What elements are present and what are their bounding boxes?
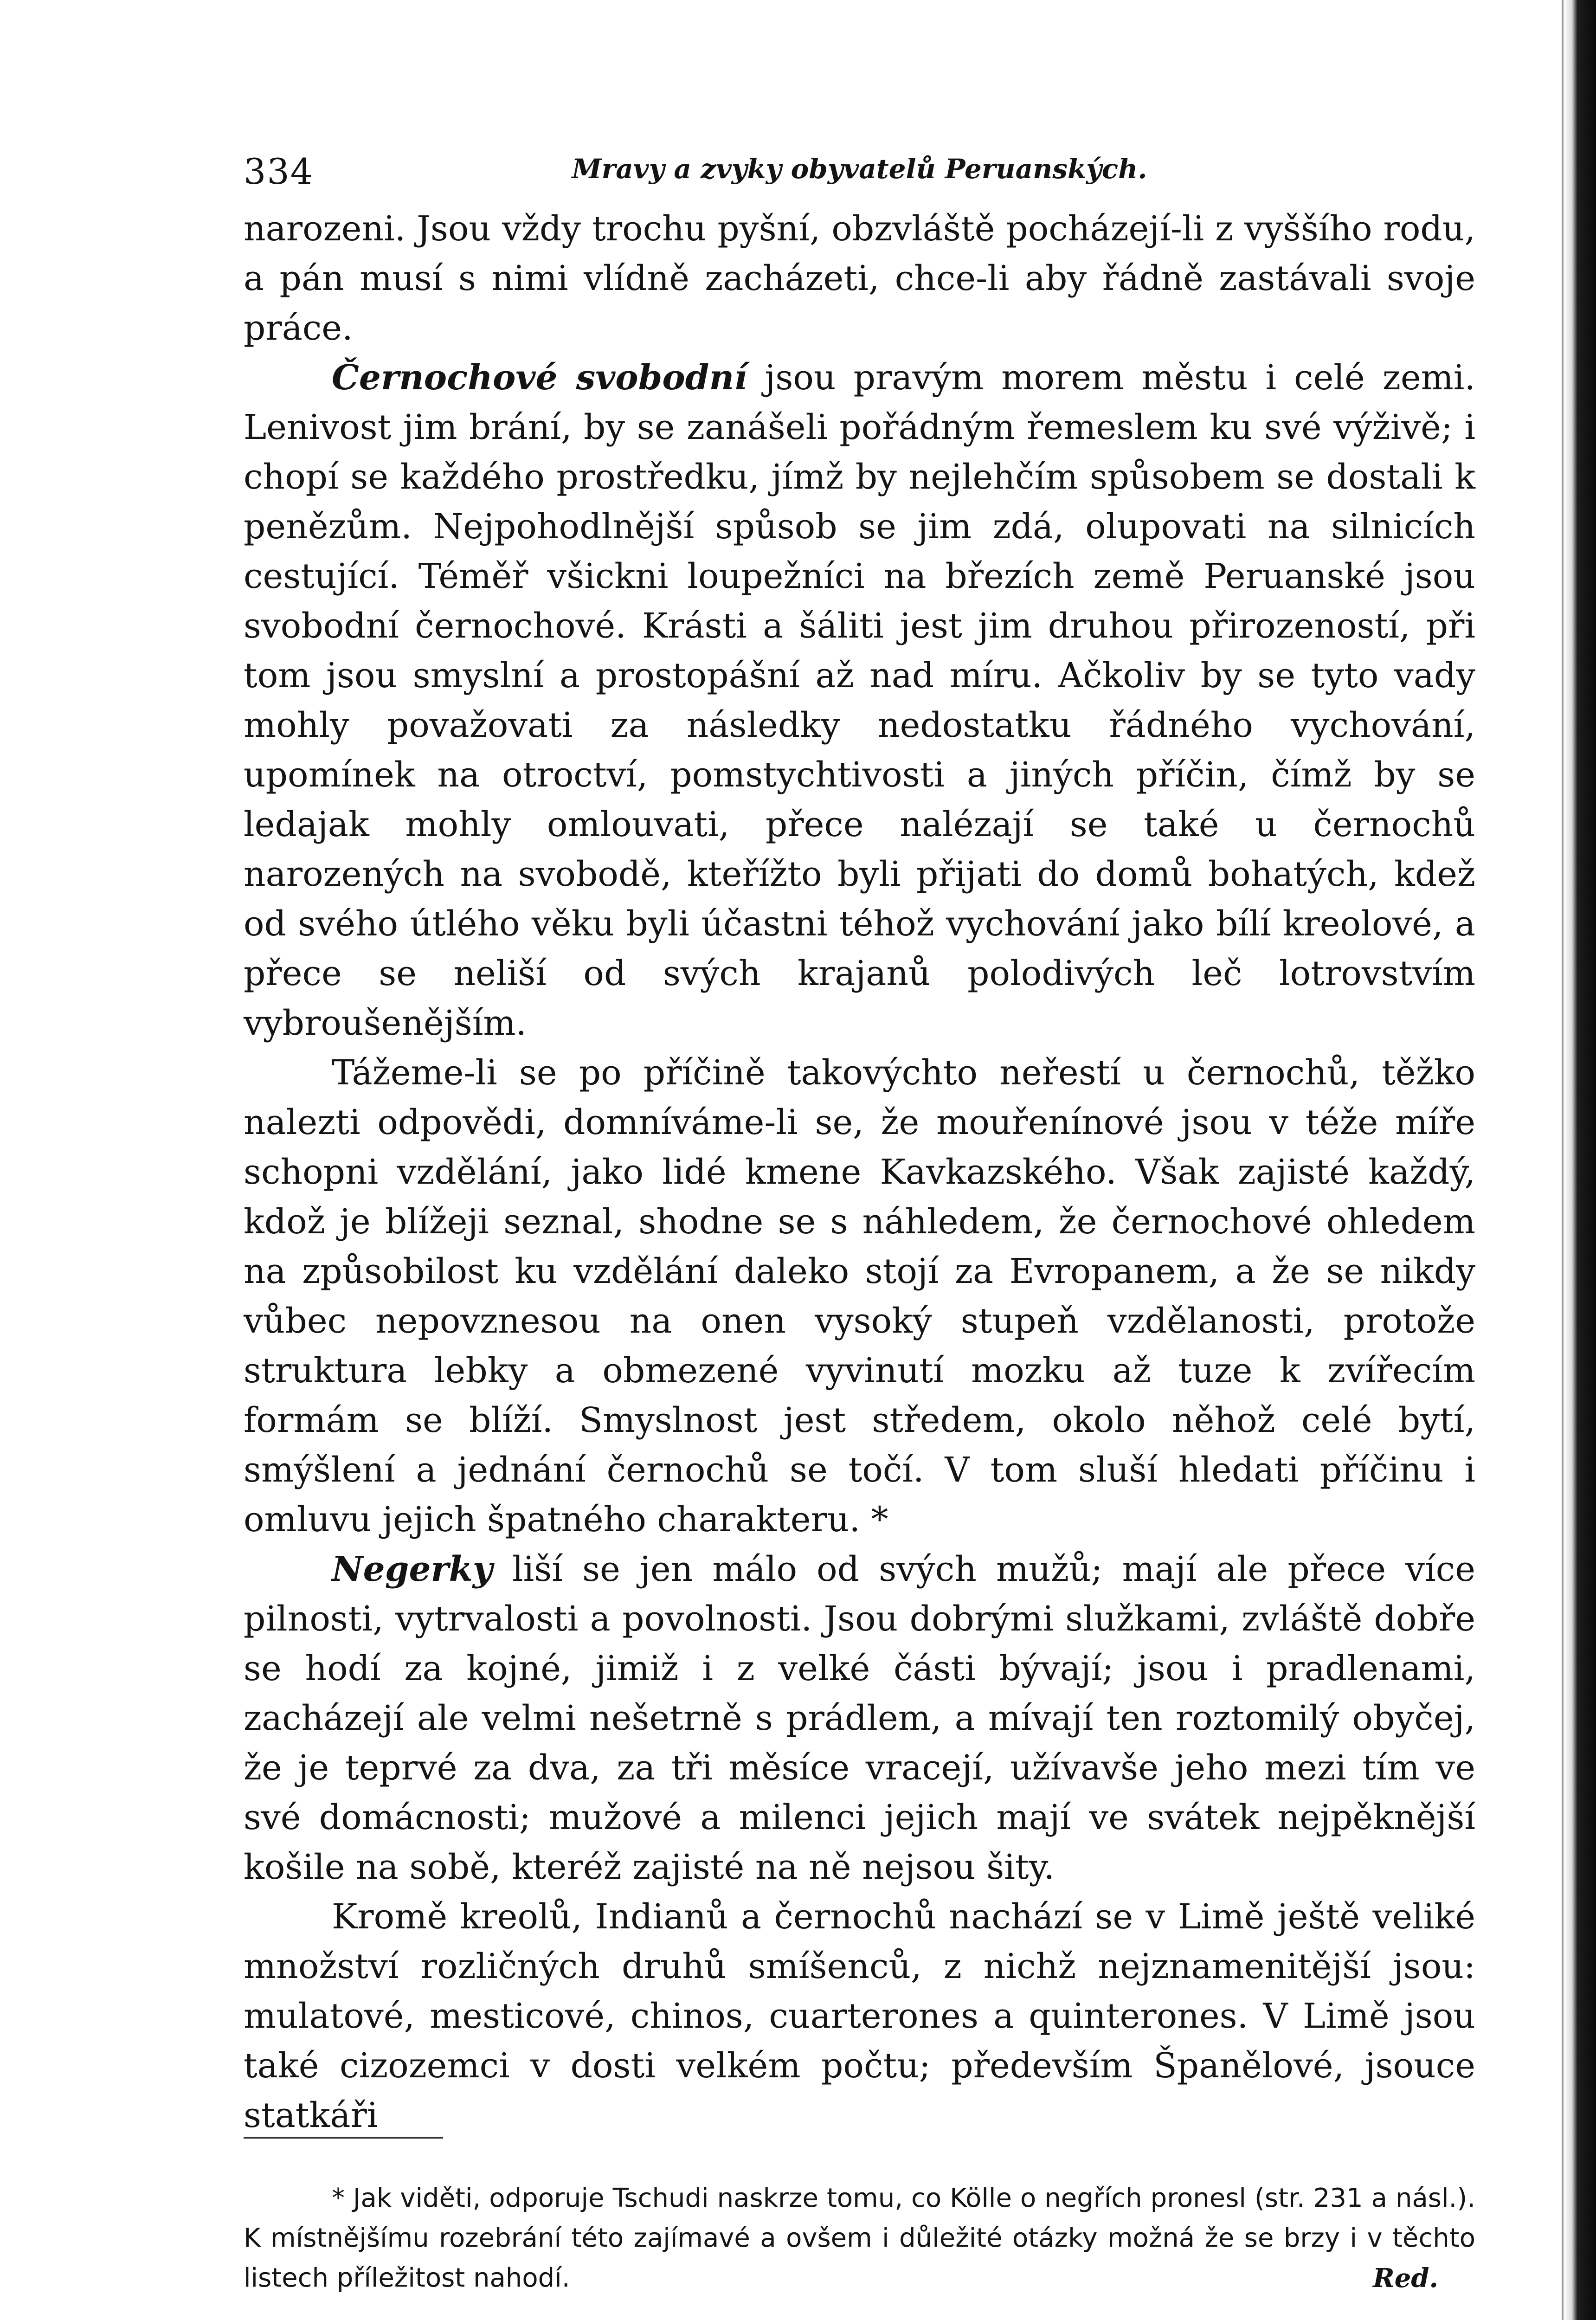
body-text: [244, 204, 1475, 2140]
footnote-signature: Red.: [1373, 2263, 1438, 2294]
paragraph-2-text: jsou pravým morem městu i celé zemi. Lenivost jim brání, by se zanášeli pořádným řemeslem ku své výživě; i chopí se každého prostředku, jímž by nejlehčím spůsobem se dostali k penězům. Nejpohodlnější spůsob se jim zdá, olupovati na silnicích cestující. Téměř všickni loupežníci na březích země Peruanské jsou svobodní černochové. Krásti a šáliti jest jim druhou přirozeností, při tom jsou smyslní a prostopášní až nad míru. Ačkoliv by se tyto vady mohly považovati za následky nedostatku řádného vychování, upomínek na otroctví, pomstychtivosti a jiných příčin, čímž by se ledajak mohly omlouvati, přece nalézají se také u černochů narozených na svobodě, kteřížto byli přijati do domů bohatých, kdež od svého útlého věku byli účastni téhož vychování jako bílí kreolové, a přece se neliší od svých krajanů polodivých leč lotrovstvím vybroušenějším.: [244, 358, 1475, 1043]
page-header: [244, 135, 1475, 204]
book-page: [244, 135, 1475, 2294]
footnote: [244, 2178, 1475, 2298]
paragraph-3: Tážeme-li se po příčině takovýchto neřestí u černochů, těžko nalezti odpovědi, domníváme-li se, že mouřenínové jsou v téže míře schopni vzdělání, jako lidé kmene Kavkazského. Však zajisté každý, kdož je blížeji seznal, shodne se s náhledem, že černochové ohledem na způsobilost ku vzdělání daleko stojí za Evropanem, a že se nikdy vůbec nepovznesou na onen vysoký stupeň vzdělanosti, protože struktura lebky a obmezené vyvinutí mozku až tuze k zvířecím formám se blíží. Smyslnost jest středem, okolo něhož celé bytí, smýšlení a jednání černochů se točí. V tom sluší hledati příčinu i omluvu jejich špatného charakteru. *: [244, 1053, 1475, 1540]
footnote-divider: [244, 2137, 443, 2139]
paragraph-1: narozeni. Jsou vždy trochu pyšní, obzvláště pocházejí-li z vyššího rodu, a pán musí s nimi vlídně zacházeti, chce-li aby řádně zastávali svoje práce.: [244, 209, 1475, 348]
footnote-paragraph: [244, 2178, 1475, 2298]
running-title: Mravy a zvyky obyvatelů Peruanských.: [572, 153, 1147, 185]
paragraph-2-lead: Černochové svobodní: [332, 358, 747, 398]
footnote-text: * Jak viděti, odporuje Tschudi naskrze tomu, co Kölle o negřích pronesl (str. 231 a násl.). K místnějšímu rozebrání této zajímavé a ovšem i důležité otázky možná že se brzy i v těchto listech příležitost nahodí.: [244, 2183, 1475, 2293]
paragraph-4-lead: Negerky: [332, 1549, 493, 1589]
paragraph-4: [244, 1545, 1475, 1892]
paragraph-5: Kromě kreolů, Indianů a černochů nachází se v Limě ještě veliké množství rozličných druhů smíšenců, z nichž nejznamenitější jsou: mulatové, mesticové, chinos, cuarterones a quinterones. V Limě jsou také cizozemci v dosti velkém počtu; především Španělové, jsouce statkáři: [244, 1897, 1475, 2135]
paragraph-2: [244, 353, 1475, 1048]
page-number: 334: [244, 151, 314, 192]
scan-edge: [1564, 0, 1596, 2320]
paragraph-4-text: liší se jen málo od svých mužů; mají ale přece více pilnosti, vytrvalosti a povolnosti. Jsou dobrými služkami, zvláště dobře se hodí za kojné, jimiž i z velké části bývají; jsou i pradlenami, zacházejí ale velmi nešetrně s prádlem, a mívají ten roztomilý obyčej, že je teprvé za dva, za tři měsíce vracejí, užívavše jeho mezi tím ve své domácnosti; mužové a milenci jejich mají ve svátek nejpěknější košile na sobě, kteréž zajisté na ně nejsou šity.: [244, 1549, 1475, 1887]
